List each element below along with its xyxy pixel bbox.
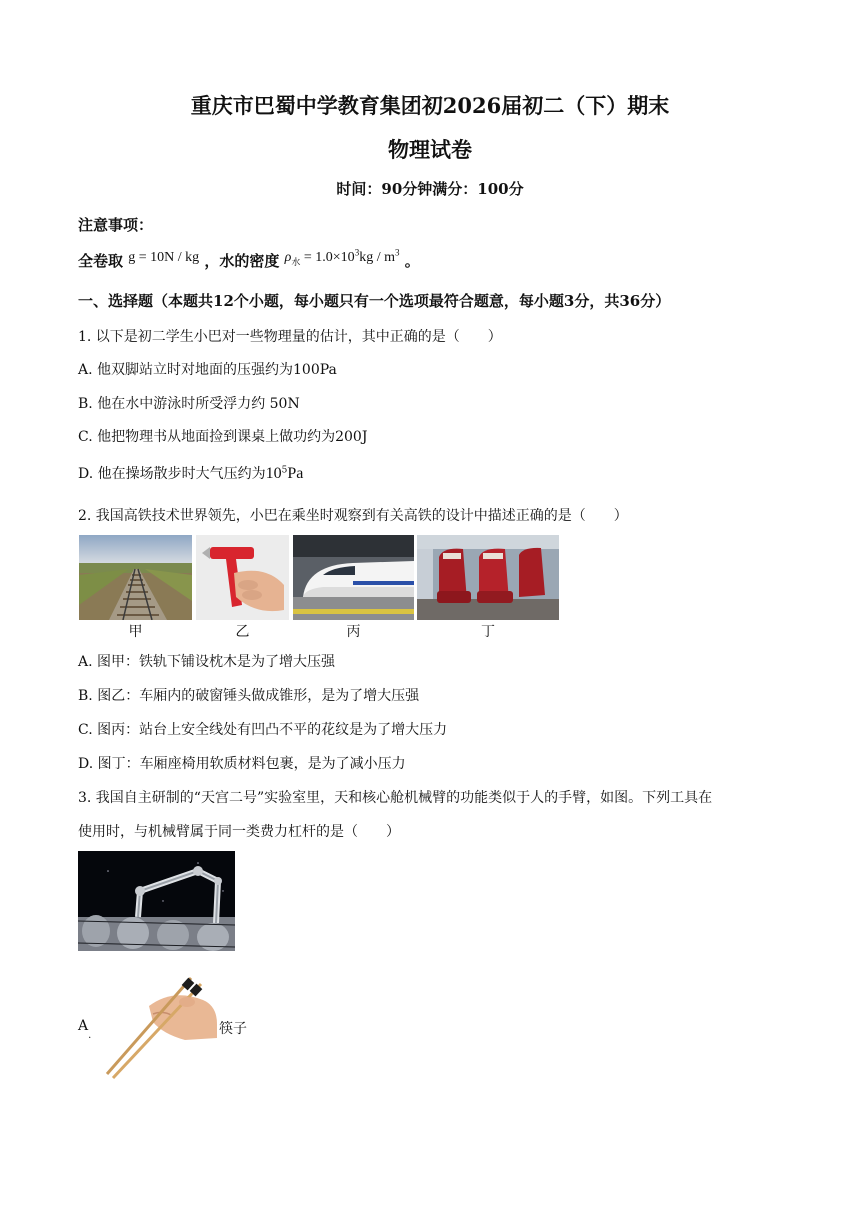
train-seats-photo (417, 535, 559, 620)
q3-option-a-text: 筷子 (219, 1021, 247, 1037)
q2-option-c: C. 图丙：站台上安全线处有凹凸不平的花纹是为了增大压力 (78, 722, 448, 738)
high-speed-train-photo (293, 535, 414, 620)
q2-option-a: A. 图甲：铁轨下铺设枕木是为了增大压强 (78, 654, 336, 670)
g-value: g = 10N / kg (128, 250, 200, 265)
caption-yi: 乙 (235, 624, 250, 640)
q2-option-b: B. 图乙：车厢内的破窗锤头做成锥形，是为了增大压强 (78, 688, 420, 704)
q3-option-a-letter: A (78, 1018, 89, 1034)
notes-end: 。 (404, 252, 420, 270)
q1-option-d-text: D. 他在操场散步时大气压约为 (78, 466, 266, 482)
q3-option-a-dot: . (88, 1030, 92, 1041)
q1-option-a: A. 他双脚站立时对地面的压强约为100Pa (78, 362, 337, 378)
rho-value: = 1.0×10 (303, 250, 355, 265)
exam-subtitle: 物理试卷 (388, 137, 472, 162)
q1-stem: 1. 以下是初二学生小巴对一些物理量的估计，其中正确的是（ ） (78, 329, 502, 345)
q1-option-d-base: 10 (265, 465, 282, 482)
rho-expression (284, 247, 400, 267)
chopsticks-photo (103, 974, 219, 1080)
rho-unit-exponent: 3 (394, 247, 400, 258)
q1-option-d (78, 463, 303, 483)
rho-subscript: 水 (291, 256, 301, 267)
notes-line (78, 247, 420, 273)
q3-stem-line2: 使用时，与机械臂属于同一类费力杠杆的是（ ） (78, 824, 400, 840)
exam-title: 重庆市巴蜀中学教育集团初2026届初二（下）期末 (190, 93, 670, 118)
q2-stem: 2. 我国高铁技术世界领先，小巴在乘坐时观察到有关高铁的设计中描述正确的是（ ） (78, 508, 628, 524)
section-1-heading: 一、选择题（本题共12个小题，每小题只有一个选项最符合题意，每小题3分，共36分） (78, 292, 671, 310)
q1-option-c: C. 他把物理书从地面捡到课桌上做功约为200J (78, 429, 368, 445)
q1-option-d-unit: Pa (287, 465, 304, 482)
railway-track-photo (79, 535, 192, 620)
q3-option-a-label (78, 1018, 92, 1041)
rho-unit: kg / m (359, 250, 395, 265)
q2-option-d: D. 图丁：车厢座椅用软质材料包裹，是为了减小压力 (78, 756, 406, 772)
q1-option-d-exponent: 5 (281, 465, 288, 476)
notes-heading: 注意事项： (78, 216, 154, 234)
emergency-hammer-photo (196, 535, 289, 620)
caption-bing: 丙 (346, 624, 361, 640)
caption-ding: 丁 (481, 624, 495, 640)
notes-middle: ，水的密度 (204, 252, 280, 270)
robotic-arm-photo (78, 851, 235, 951)
caption-jia: 甲 (128, 624, 143, 640)
rho-exponent: 3 (354, 247, 360, 258)
notes-prefix: 全卷取 (78, 252, 124, 270)
rho-symbol: ρ (284, 250, 292, 265)
q1-option-b: B. 他在水中游泳时所受浮力约 50N (78, 396, 300, 412)
q3-stem-line1: 3. 我国自主研制的“天宫二号”实验室里，天和核心舱机械臂的功能类似于人的手臂，如图。下列工具在 (78, 790, 713, 806)
time-info: 时间：90分钟满分：100分 (336, 180, 524, 198)
